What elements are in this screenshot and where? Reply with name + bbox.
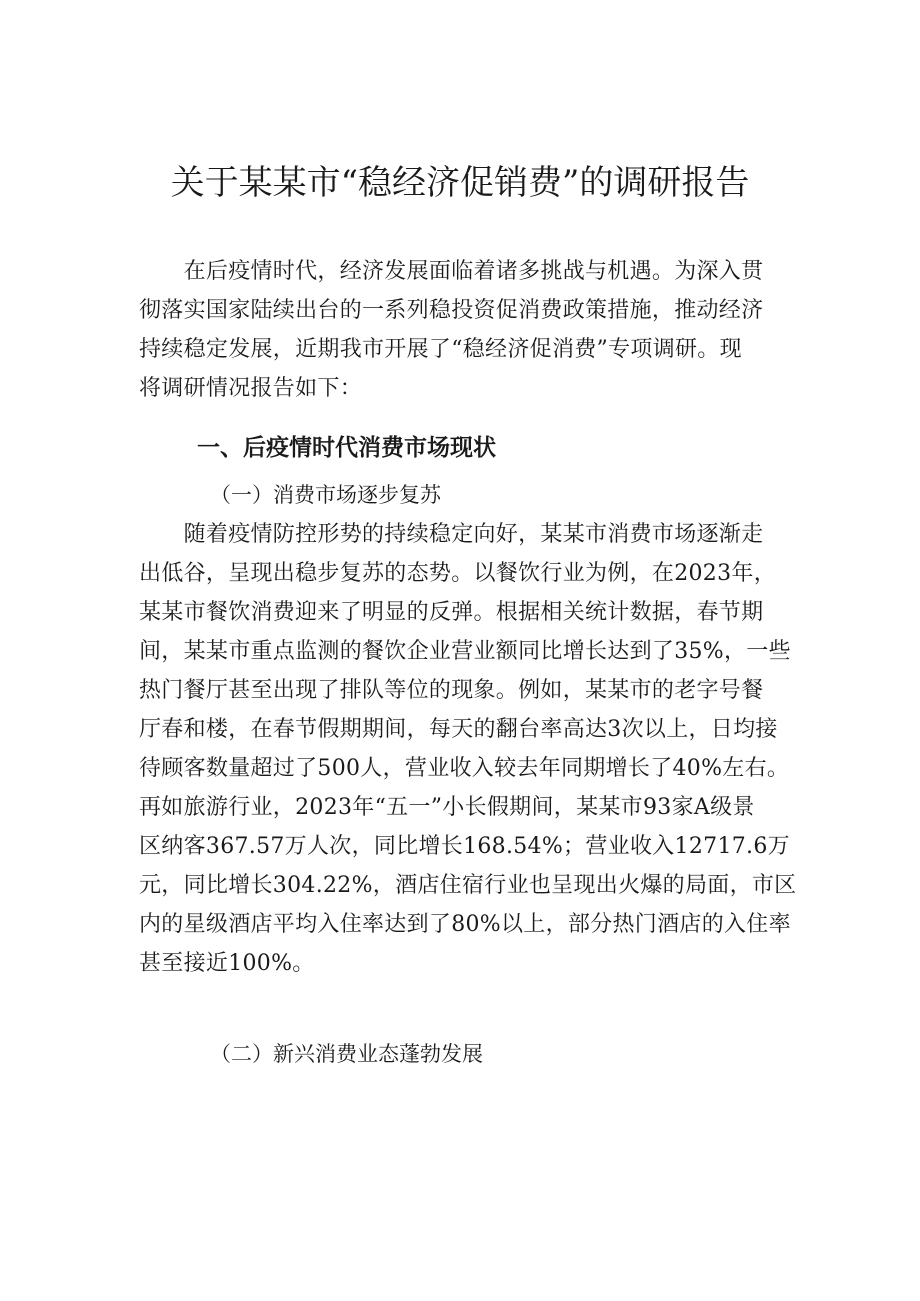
paragraph-line: 厅春和楼，在春节假期期间，每天的翻台率高达3次以上，日均接: [139, 717, 778, 742]
paragraph-line: 间，某某市重点监测的餐饮企业营业额同比增长达到了35%，一些: [139, 639, 791, 664]
paragraph-line: 再如旅游行业，2023年“五一”小长假期间，某某市93家A级景: [139, 795, 755, 820]
paragraph-line: 彻落实国家陆续出台的一系列稳投资促消费政策措施，推动经济: [139, 298, 764, 323]
paragraph-line: 某某市餐饮消费迎来了明显的反弹。根据相关统计数据，春节期: [139, 600, 764, 625]
page-title: 关于某某市“稳经济促销费”的调研报告: [170, 163, 750, 203]
paragraph-line: 区纳客367.57万人次，同比增长168.54%；营业收入12717.6万: [139, 834, 790, 859]
paragraph-line: 内的星级酒店平均入住率达到了80%以上，部分热门酒店的入住率: [139, 912, 791, 937]
paragraph-line: 元，同比增长304.22%，酒店住宿行业也呈现出火爆的局面，市区: [139, 873, 797, 898]
body-paragraph: [139, 515, 799, 983]
paragraph-line: 甚至接近100%。: [139, 951, 315, 976]
paragraph-line: 热门餐厅甚至出现了排队等位的现象。例如，某某市的老字号餐: [139, 678, 764, 703]
paragraph-line: 将调研情况报告如下：: [139, 376, 363, 401]
paragraph-line: 持续稳定发展，近期我市开展了“稳经济促消费”专项调研。现: [139, 337, 742, 362]
paragraph-line: 随着疫情防控形势的持续稳定向好，某某市消费市场逐渐走: [139, 522, 764, 547]
subsection-heading: （二）新兴消费业态蓬勃发展: [210, 1042, 483, 1066]
paragraph-line: 待顾客数量超过了500人，营业收入较去年同期增长了40%左右。: [139, 756, 790, 781]
intro-paragraph: [139, 252, 799, 408]
section-heading: 一、后疫情时代消费市场现状: [197, 435, 496, 461]
paragraph-line: 出低谷，呈现出稳步复苏的态势。以餐饮行业为例，在2023年，: [139, 561, 776, 586]
paragraph-line: 在后疫情时代，经济发展面临着诸多挑战与机遇。为深入贯: [139, 259, 764, 284]
subsection-heading: （一）消费市场逐步复苏: [210, 483, 441, 507]
